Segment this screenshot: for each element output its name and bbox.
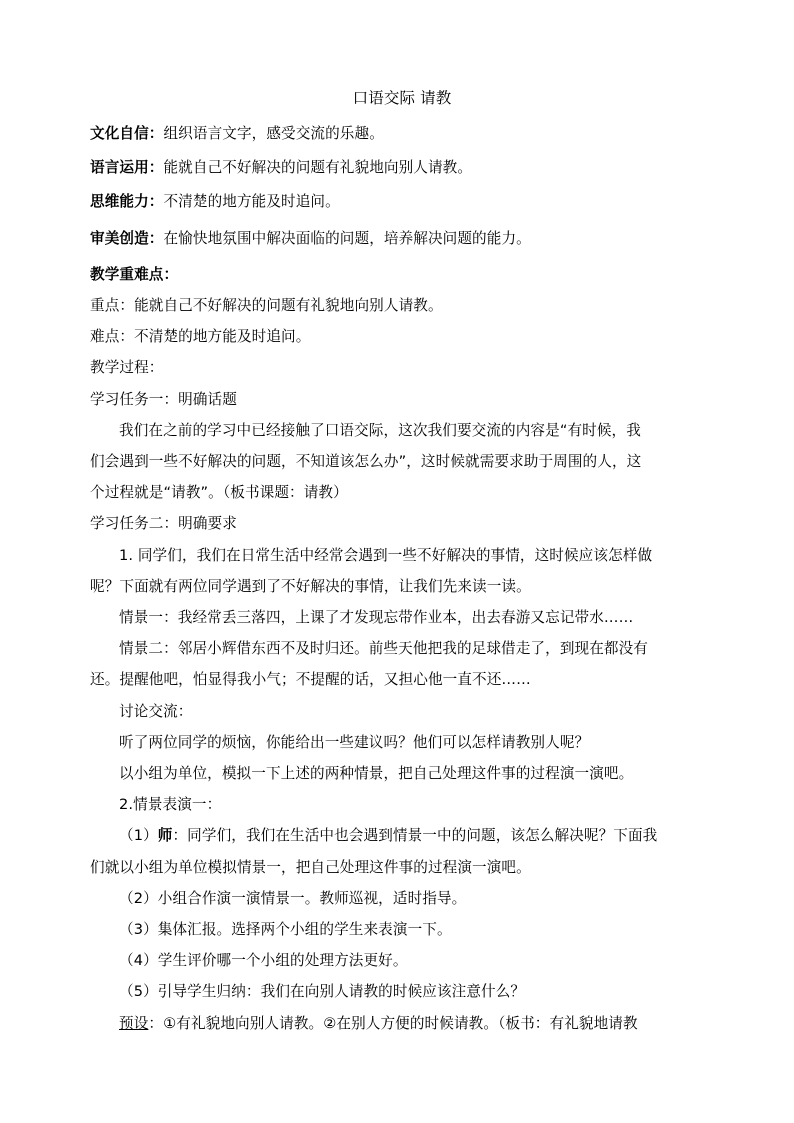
lesson-plan-body: [90, 84, 704, 1039]
step2: （2）小组合作演一演情景一。教师巡视，适时指导。: [119, 889, 467, 907]
discussion-task: 以小组为单位，模拟一下上述的两种情景，把自己处理这件事的过程演一演吧。: [119, 765, 634, 783]
preset-label: 预设: [119, 1014, 149, 1032]
preset-text: ：①有礼貌地向别人请教。②在别人方便的时候请教。（板书：有礼貌地请教: [148, 1014, 638, 1032]
objective-culture: [90, 118, 704, 149]
objective-text: 能就自己不好解决的问题有礼貌地向别人请教。: [163, 159, 473, 177]
task2-heading: 学习任务二：明确要求: [90, 515, 237, 533]
objective-label: 语言运用：: [90, 159, 164, 177]
step1-text: ：同学们，我们在生活中也会遇到情景一中的问题，该怎么解决呢？下面我: [172, 827, 658, 845]
key-points-heading: 教学重难点：: [90, 265, 179, 283]
item1-line: 1. 同学们，我们在日常生活中经常会遇到一些不好解决的事情，这时候应该怎样做: [119, 546, 653, 564]
preset-line: [90, 1008, 704, 1039]
objective-label: 思维能力：: [90, 193, 164, 211]
step1-line: [90, 820, 704, 851]
step4: （4）学生评价哪一个小组的处理方法更好。: [119, 952, 408, 970]
task1-paragraph-line: 们会遇到一些不好解决的问题，不知道该怎么办”，这时候就需要求助于周围的人，这: [90, 453, 642, 471]
objective-aesthetic: [90, 223, 704, 254]
objective-text: 组织语言文字，感受交流的乐趣。: [163, 125, 384, 142]
scene-one: 情景一：我经常丢三落四，上课了才发现忘带作业本，出去春游又忘记带水……: [119, 609, 634, 627]
item2-heading: 2.情景表演一：: [119, 796, 222, 814]
objective-text: 在愉快地氛围中解决面临的问题，培养解决问题的能力。: [163, 229, 531, 247]
objective-text: 不清楚的地方能及时追问。: [163, 193, 340, 211]
step1-line: 们就以小组为单位模拟情景一，把自己处理这件事的过程演一演吧。: [90, 858, 531, 876]
discussion-heading: 讨论交流：: [119, 702, 193, 720]
objective-thinking: [90, 186, 704, 217]
teacher-label: 师: [157, 827, 173, 845]
objective-label: 文化自信：: [90, 125, 164, 142]
page-title: 口语交际 请教: [352, 89, 452, 107]
task1-heading: 学习任务一：明确话题: [90, 390, 237, 408]
discussion-question: 听了两位同学的烦恼，你能给出一些建议吗？他们可以怎样请教别人呢？: [119, 733, 590, 751]
difficulty: 难点：不清楚的地方能及时追问。: [90, 328, 311, 346]
scene-two-line: 情景二：邻居小辉借东西不及时归还。前些天他把我的足球借走了，到现在都没有: [119, 640, 648, 658]
step3: （3）集体汇报。选择两个小组的学生来表演一下。: [119, 921, 452, 939]
scene-two-line: 还。提醒他吧，怕显得我小气；不提醒的话，又担心他一直不还……: [90, 671, 531, 689]
step1-prefix: （1）: [119, 827, 158, 845]
objective-language: [90, 152, 704, 183]
process-heading: 教学过程：: [90, 359, 164, 377]
task1-paragraph-line: 我们在之前的学习中已经接触了口语交际，这次我们要交流的内容是“有时候，我: [119, 421, 641, 439]
step5: （5）引导学生归纳：我们在向别人请教的时候应该注意什么？: [119, 983, 526, 1001]
key-point: 重点：能就自己不好解决的问题有礼貌地向别人请教。: [90, 297, 443, 315]
objective-label: 审美创造：: [90, 229, 164, 247]
item1-line: 呢？下面就有两位同学遇到了不好解决的事情，让我们先来读一读。: [90, 577, 531, 595]
task1-paragraph-line: 个过程就是“请教”。（板书课题：请教）: [90, 484, 348, 502]
